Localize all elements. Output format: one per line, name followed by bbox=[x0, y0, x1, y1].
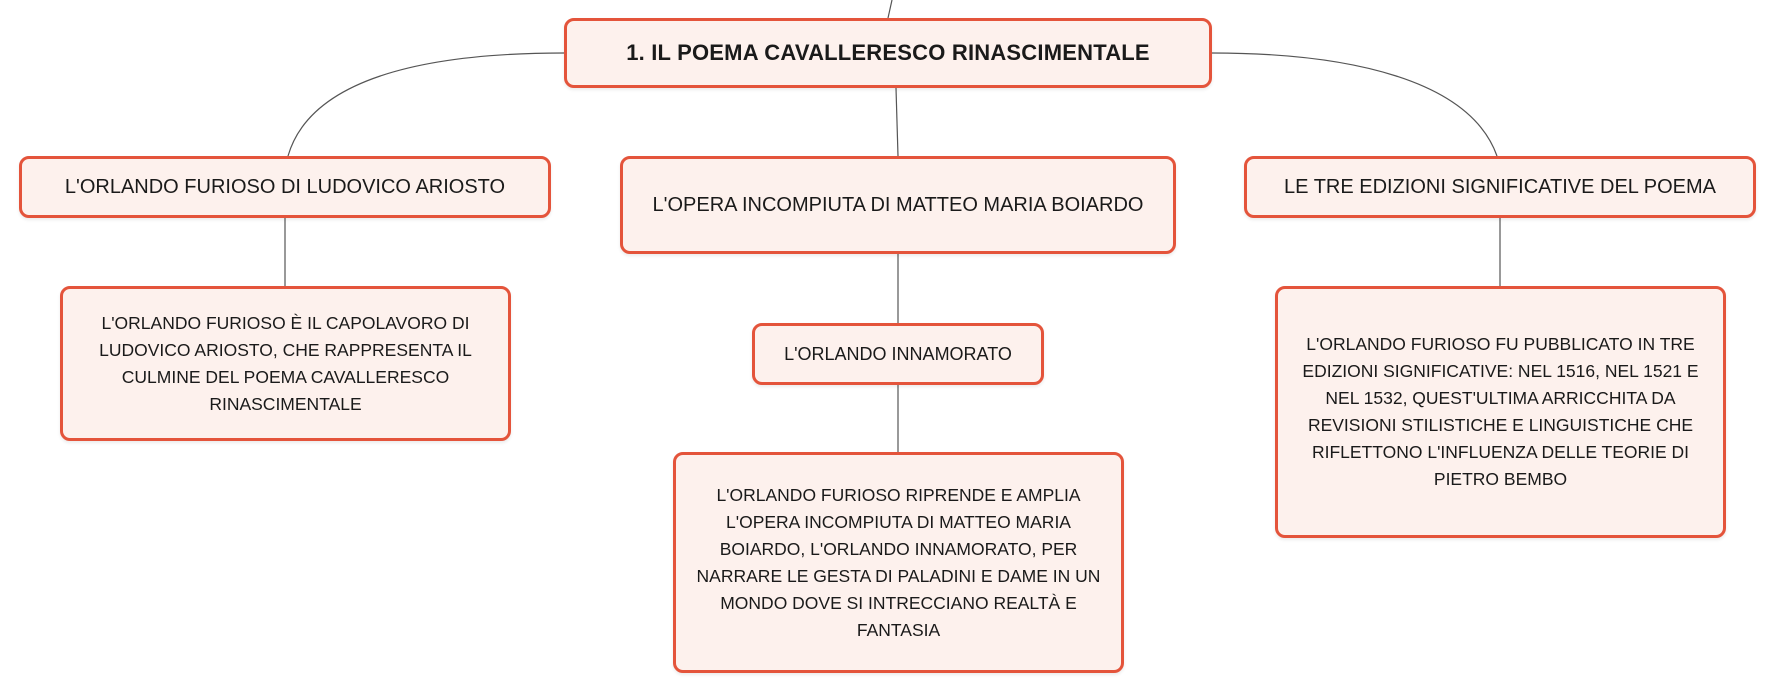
root-node[interactable] bbox=[564, 18, 1212, 88]
branch-node-edizioni-label: LE TRE EDIZIONI SIGNIFICATIVE DEL POEMA bbox=[1284, 175, 1716, 198]
detail-node-boiardo[interactable] bbox=[673, 452, 1124, 673]
sub-node-innamorato[interactable] bbox=[752, 323, 1044, 385]
branch-node-boiardo-label: L'OPERA INCOMPIUTA DI MATTEO MARIA BOIARDO bbox=[652, 193, 1144, 216]
detail-node-ariosto[interactable] bbox=[60, 286, 511, 441]
detail-node-edizioni-text: L'ORLANDO FURIOSO FU PUBBLICATO IN TRE EDIZIONI SIGNIFICATIVE: NEL 1516, NEL 1521 E NEL 1532, QUEST'ULTIMA ARRICCHITA DA REVISIONI STILISTICHE E LINGUISTICHE CHE RIFLETTONO L'INFLUENZA DELLE TEORIE DI PIETRO BEMBO bbox=[1302, 334, 1699, 489]
branch-node-ariosto-label: L'ORLANDO FURIOSO DI LUDOVICO ARIOSTO bbox=[64, 175, 506, 198]
branch-node-boiardo[interactable] bbox=[620, 156, 1176, 254]
root-node-label: 1. IL POEMA CAVALLERESCO RINASCIMENTALE bbox=[626, 40, 1150, 65]
connector-root-boiardo bbox=[896, 88, 898, 156]
detail-node-ariosto-text: L'ORLANDO FURIOSO È IL CAPOLAVORO DI LUDOVICO ARIOSTO, CHE RAPPRESENTA IL CULMINE DEL POEMA CAVALLERESCO RINASCIMENTALE bbox=[99, 312, 472, 414]
detail-node-boiardo-text: L'ORLANDO FURIOSO RIPRENDE E AMPLIA L'OPERA INCOMPIUTA DI MATTEO MARIA BOIARDO, L'ORLANDO INNAMORATO, PER NARRARE LE GESTA DI PALADINI E DAME IN UN MONDO DOVE SI INTRECCIANO REALTÀ E FANTASIA bbox=[696, 484, 1101, 640]
connector-root-ariosto bbox=[288, 53, 564, 156]
connector-root-parent bbox=[888, 0, 892, 18]
detail-node-edizioni[interactable] bbox=[1275, 286, 1726, 538]
connector-root-edizioni bbox=[1212, 53, 1497, 156]
branch-node-ariosto[interactable] bbox=[19, 156, 551, 218]
sub-node-innamorato-label: L'ORLANDO INNAMORATO bbox=[784, 343, 1012, 364]
branch-node-edizioni[interactable] bbox=[1244, 156, 1756, 218]
